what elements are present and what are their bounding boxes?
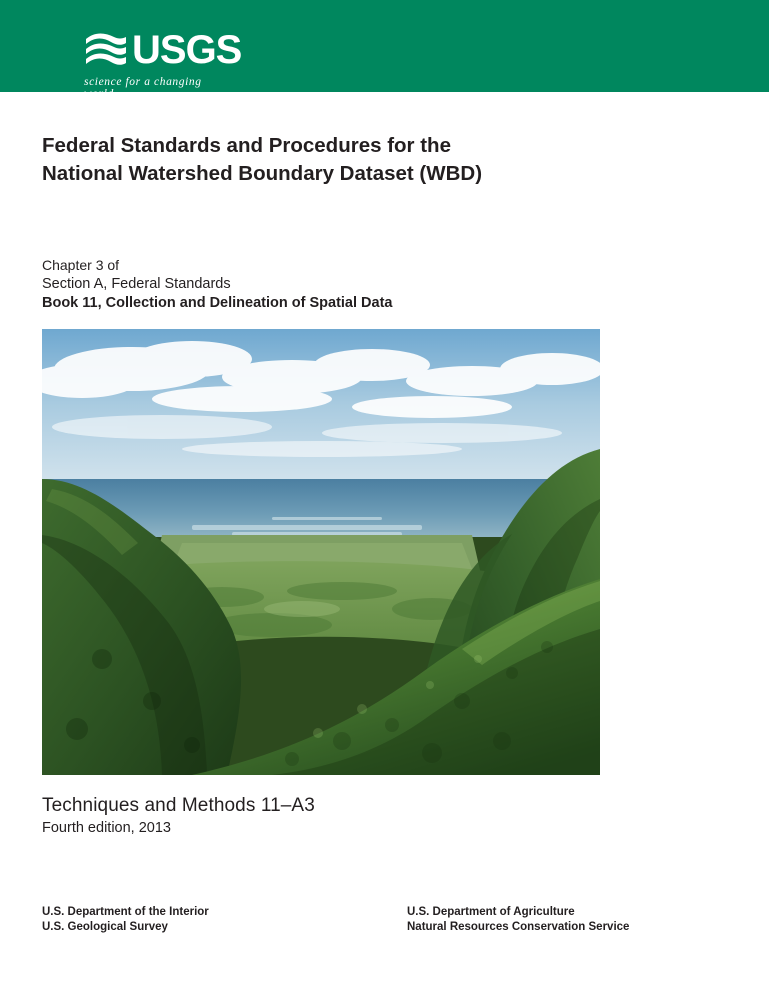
agency-interior-line-1: U.S. Department of the Interior (42, 906, 209, 918)
agency-agriculture-line-1: U.S. Department of Agriculture (407, 906, 575, 918)
page-title (42, 92, 602, 188)
usgs-wordmark: USGS (132, 28, 242, 72)
series-title: Techniques and Methods 11–A3 (42, 795, 315, 816)
series-block (42, 256, 727, 313)
usgs-wave-mark-icon (84, 30, 128, 72)
book-label: Book 11, Collection and Delineation of Spatial Data (42, 295, 393, 311)
cover-photograph-image (42, 329, 600, 775)
agency-agriculture (407, 905, 629, 935)
usgs-header-band (0, 0, 769, 100)
chapter-label: Chapter 3 of (42, 257, 120, 273)
series-edition: Fourth edition, 2013 (42, 820, 171, 836)
page-title-line-1: Federal Standards and Procedures for the (42, 134, 451, 157)
agency-interior-line-2: U.S. Geological Survey (42, 921, 168, 933)
agency-agriculture-line-2: Natural Resources Conservation Service (407, 921, 630, 933)
cover-photograph (42, 329, 600, 775)
cover-page-body (0, 92, 769, 836)
agency-block (42, 905, 732, 935)
page-title-line-2: National Watershed Boundary Dataset (WBD) (42, 162, 483, 185)
usgs-logo (42, 18, 242, 100)
section-label: Section A, Federal Standards (42, 276, 231, 292)
agency-interior (42, 905, 407, 935)
usgs-tagline: science for a changing world (84, 76, 202, 100)
